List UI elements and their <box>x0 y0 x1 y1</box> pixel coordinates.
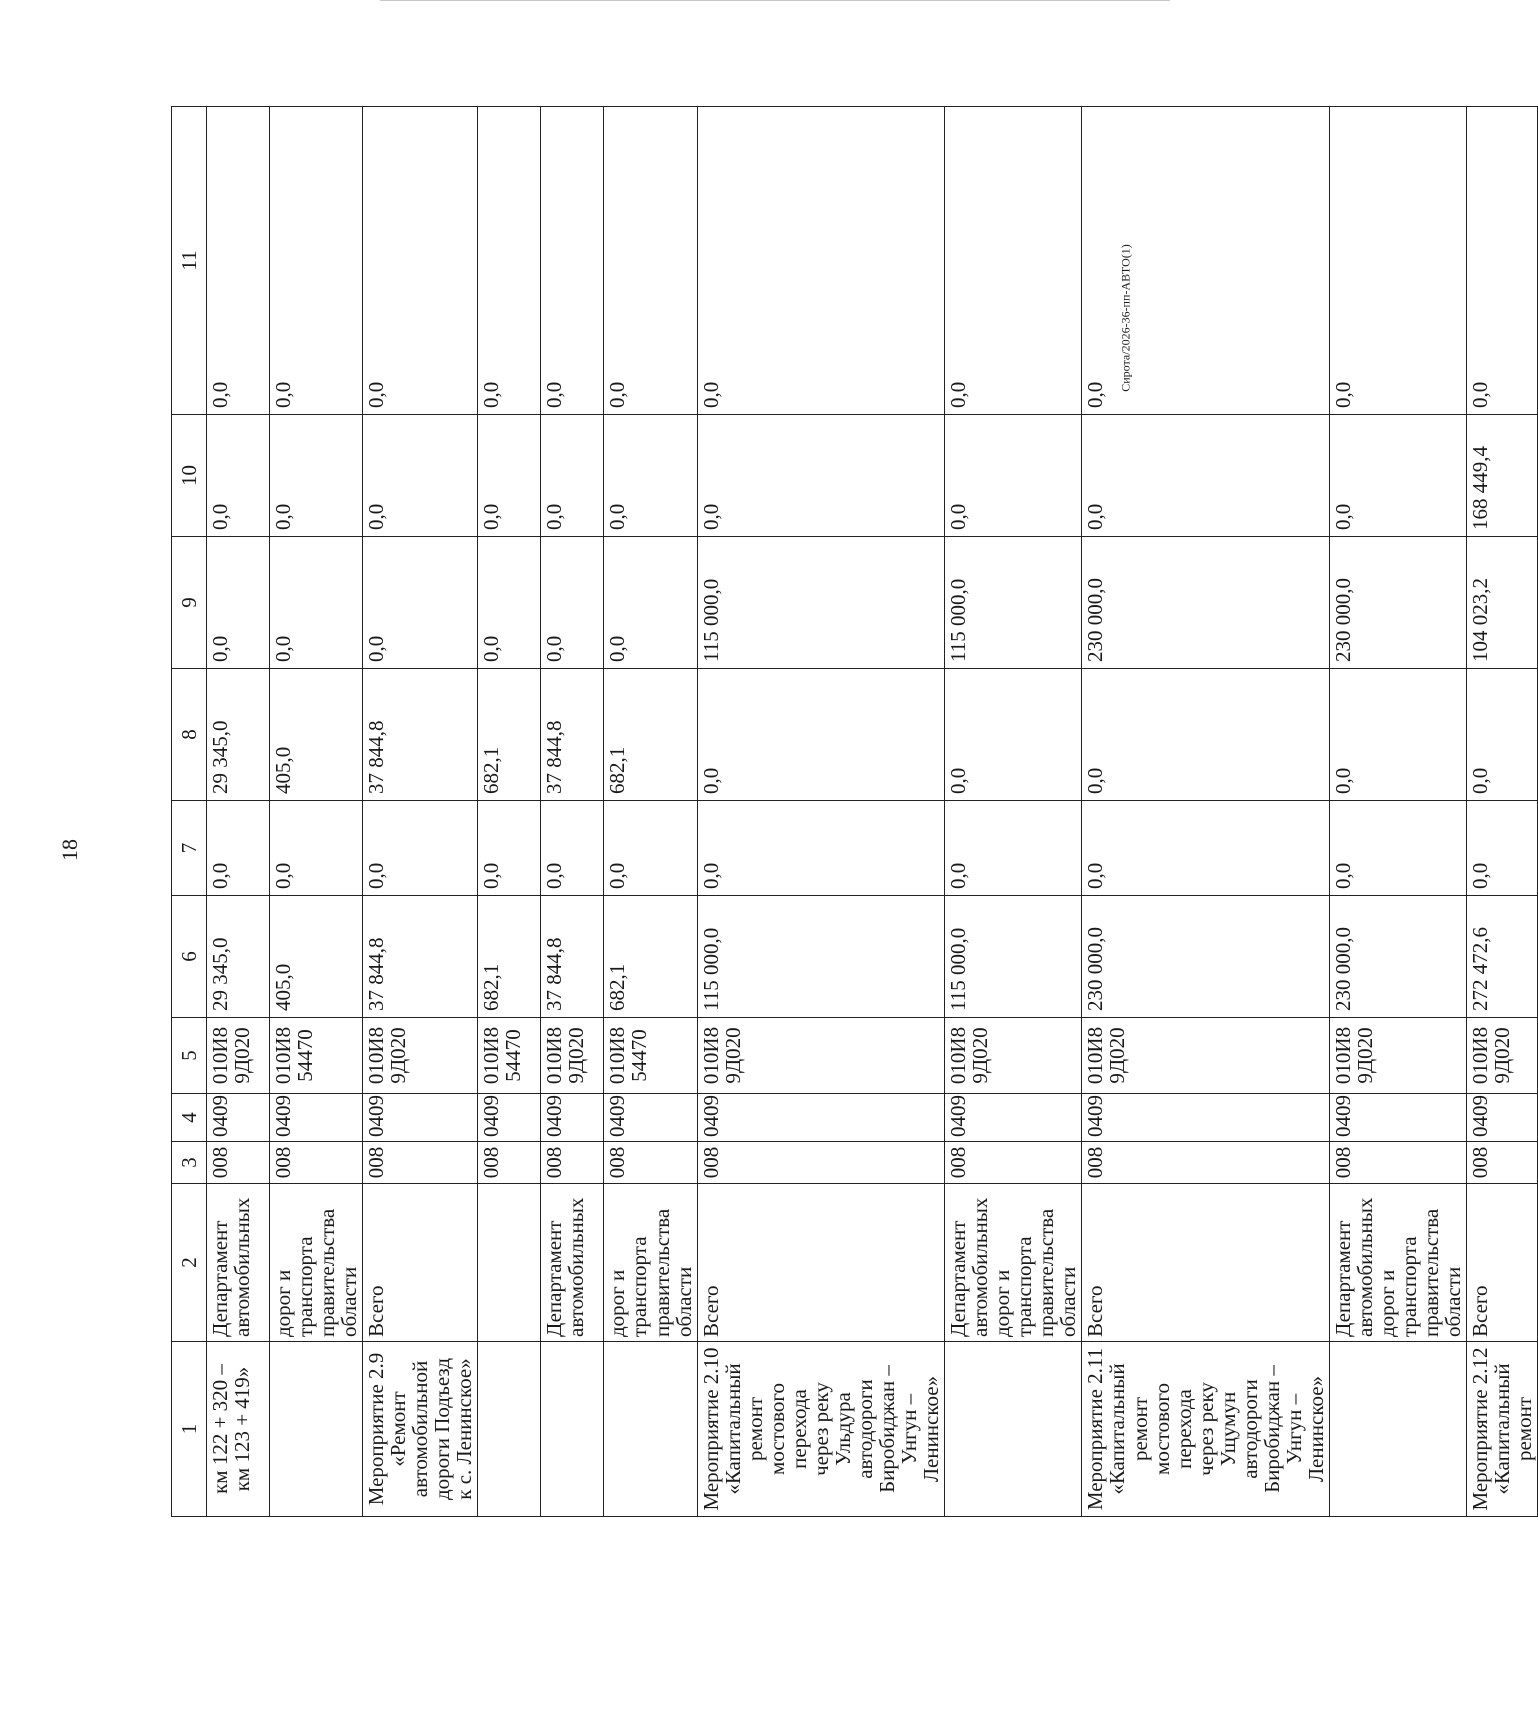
section-code-cell: 0409 <box>270 1094 363 1142</box>
measure-name-cell: Мероприятие 2.10 «Капитальный ремонт мостового перехода через реку Ульдура автодороги Биробиджан – Унгун – Ленинское» <box>697 1342 945 1517</box>
section-code-cell: 0409 <box>207 1094 270 1142</box>
value-cell: 0,0 <box>207 107 270 415</box>
value-cell: 230 000,0 <box>1082 537 1330 669</box>
value-cell: 0,0 <box>363 537 478 669</box>
value-cell: 0,0 <box>478 801 541 896</box>
grbs-code-cell: 008 <box>604 1142 697 1184</box>
section-code-cell: 0409 <box>604 1094 697 1142</box>
value-cell: 0,0 <box>1329 415 1466 537</box>
header-cell: 7 <box>172 801 207 896</box>
measure-name-cell <box>270 1342 363 1517</box>
value-cell: 0,0 <box>604 537 697 669</box>
value-cell: 0,0 <box>270 107 363 415</box>
header-cell: 6 <box>172 896 207 1018</box>
responsible-cell: Департамент автомобильных дорог и транспорта правительства области <box>945 1184 1082 1342</box>
scan-edge-line <box>380 0 1170 1</box>
section-code-cell: 0409 <box>478 1094 541 1142</box>
value-cell: 0,0 <box>1082 107 1330 415</box>
table-row <box>270 107 363 1517</box>
value-cell: 0,0 <box>604 801 697 896</box>
value-cell: 0,0 <box>697 801 945 896</box>
value-cell: 682,1 <box>478 896 541 1018</box>
measure-name-cell: Мероприятие 2.12 «Капитальный ремонт <box>1467 1342 1538 1517</box>
value-cell: 0,0 <box>207 537 270 669</box>
value-cell: 0,0 <box>1329 801 1466 896</box>
value-cell: 0,0 <box>207 415 270 537</box>
value-cell: 0,0 <box>945 801 1082 896</box>
responsible-cell: дорог и транспорта правительства области <box>270 1184 363 1342</box>
target-article-cell: 010И8 54470 <box>604 1018 697 1094</box>
grbs-code-cell: 008 <box>1467 1142 1538 1184</box>
budget-table <box>171 106 1538 1517</box>
measure-name-cell: Мероприятие 2.9 «Ремонт автомобильной дороги Подъезд к с. Ленинское» <box>363 1342 478 1517</box>
value-cell: 682,1 <box>478 669 541 801</box>
value-cell: 0,0 <box>541 107 604 415</box>
value-cell: 0,0 <box>1329 107 1466 415</box>
value-cell: 0,0 <box>1082 415 1330 537</box>
value-cell: 0,0 <box>541 801 604 896</box>
grbs-code-cell: 008 <box>541 1142 604 1184</box>
grbs-code-cell: 008 <box>945 1142 1082 1184</box>
value-cell: 115 000,0 <box>697 896 945 1018</box>
value-cell: 37 844,8 <box>541 669 604 801</box>
header-cell: 2 <box>172 1184 207 1342</box>
header-cell: 1 <box>172 1342 207 1517</box>
value-cell: 682,1 <box>604 669 697 801</box>
responsible-cell: Всего <box>697 1184 945 1342</box>
header-cell: 9 <box>172 537 207 669</box>
target-article-cell: 010И8 9Д020 <box>1329 1018 1466 1094</box>
target-article-cell: 010И8 9Д020 <box>1467 1018 1538 1094</box>
measure-name-cell <box>478 1342 541 1517</box>
value-cell: 0,0 <box>945 669 1082 801</box>
value-cell: 115 000,0 <box>945 537 1082 669</box>
measure-name-cell: Мероприятие 2.11 «Капитальный ремонт мостового перехода через реку Ущумун автодороги Биробиджан – Унгун – Ленинское» <box>1082 1342 1330 1517</box>
value-cell: 0,0 <box>1082 801 1330 896</box>
value-cell: 37 844,8 <box>363 896 478 1018</box>
responsible-cell: Департамент автомобильных дорог и транспорта правительства области <box>1329 1184 1466 1342</box>
target-article-cell: 010И8 9Д020 <box>1082 1018 1330 1094</box>
value-cell: 0,0 <box>697 669 945 801</box>
header-cell: 8 <box>172 669 207 801</box>
value-cell: 0,0 <box>1467 801 1538 896</box>
header-cell: 4 <box>172 1094 207 1142</box>
table-row <box>478 107 541 1517</box>
value-cell: 272 472,6 <box>1467 896 1538 1018</box>
measure-name-cell: км 122 + 320 – км 123 + 419» <box>207 1342 270 1517</box>
table-row <box>207 107 270 1517</box>
value-cell: 0,0 <box>363 801 478 896</box>
measure-name-cell <box>541 1342 604 1517</box>
section-code-cell: 0409 <box>945 1094 1082 1142</box>
value-cell: 0,0 <box>478 107 541 415</box>
table-row <box>604 107 697 1517</box>
table-row <box>1082 107 1330 1517</box>
value-cell: 29 345,0 <box>207 896 270 1018</box>
value-cell: 0,0 <box>478 415 541 537</box>
grbs-code-cell: 008 <box>207 1142 270 1184</box>
value-cell: 0,0 <box>697 415 945 537</box>
grbs-code-cell: 008 <box>363 1142 478 1184</box>
measure-name-cell <box>945 1342 1082 1517</box>
value-cell: 682,1 <box>604 896 697 1018</box>
table-row <box>1467 107 1538 1517</box>
table-row <box>541 107 604 1517</box>
value-cell: 0,0 <box>604 415 697 537</box>
value-cell: 0,0 <box>363 107 478 415</box>
target-article-cell: 010И8 9Д020 <box>541 1018 604 1094</box>
target-article-cell: 010И8 9Д020 <box>363 1018 478 1094</box>
responsible-cell: Департамент автомобильных <box>207 1184 270 1342</box>
document-footer-code: Сирота/2026-36-пп-АВТО(1) <box>1118 244 1133 392</box>
section-code-cell: 0409 <box>1329 1094 1466 1142</box>
measure-name-cell <box>1329 1342 1466 1517</box>
value-cell: 0,0 <box>270 801 363 896</box>
target-article-cell: 010И8 9Д020 <box>697 1018 945 1094</box>
value-cell: 29 345,0 <box>207 669 270 801</box>
value-cell: 115 000,0 <box>697 537 945 669</box>
header-cell: 3 <box>172 1142 207 1184</box>
grbs-code-cell: 008 <box>270 1142 363 1184</box>
value-cell: 0,0 <box>1467 107 1538 415</box>
table-header-row <box>172 107 207 1517</box>
header-cell: 10 <box>172 415 207 537</box>
value-cell: 0,0 <box>478 537 541 669</box>
grbs-code-cell: 008 <box>697 1142 945 1184</box>
value-cell: 0,0 <box>697 107 945 415</box>
header-cell: 5 <box>172 1018 207 1094</box>
value-cell: 0,0 <box>207 801 270 896</box>
section-code-cell: 0409 <box>363 1094 478 1142</box>
value-cell: 0,0 <box>270 537 363 669</box>
table-row <box>363 107 478 1517</box>
grbs-code-cell: 008 <box>1329 1142 1466 1184</box>
value-cell: 0,0 <box>604 107 697 415</box>
value-cell: 0,0 <box>541 537 604 669</box>
value-cell: 115 000,0 <box>945 896 1082 1018</box>
value-cell: 230 000,0 <box>1329 896 1466 1018</box>
value-cell: 104 023,2 <box>1467 537 1538 669</box>
value-cell: 405,0 <box>270 896 363 1018</box>
value-cell: 37 844,8 <box>363 669 478 801</box>
value-cell: 0,0 <box>1467 669 1538 801</box>
value-cell: 0,0 <box>363 415 478 537</box>
measure-name-cell <box>604 1342 697 1517</box>
responsible-cell: дорог и транспорта правительства области <box>604 1184 697 1342</box>
grbs-code-cell: 008 <box>1082 1142 1330 1184</box>
header-cell: 11 <box>172 107 207 415</box>
responsible-cell: Всего <box>363 1184 478 1342</box>
value-cell: 0,0 <box>1329 669 1466 801</box>
value-cell: 0,0 <box>945 415 1082 537</box>
responsible-cell: Всего <box>1082 1184 1330 1342</box>
value-cell: 37 844,8 <box>541 896 604 1018</box>
target-article-cell: 010И8 9Д020 <box>945 1018 1082 1094</box>
table-row <box>1329 107 1466 1517</box>
value-cell: 0,0 <box>945 107 1082 415</box>
value-cell: 230 000,0 <box>1082 896 1330 1018</box>
target-article-cell: 010И8 9Д020 <box>207 1018 270 1094</box>
value-cell: 0,0 <box>270 415 363 537</box>
section-code-cell: 0409 <box>1467 1094 1538 1142</box>
grbs-code-cell: 008 <box>478 1142 541 1184</box>
value-cell: 405,0 <box>270 669 363 801</box>
value-cell: 230 000,0 <box>1329 537 1466 669</box>
responsible-cell: Департамент автомобильных <box>541 1184 604 1342</box>
target-article-cell: 010И8 54470 <box>478 1018 541 1094</box>
table-row <box>697 107 945 1517</box>
responsible-cell: Всего <box>1467 1184 1538 1342</box>
target-article-cell: 010И8 54470 <box>270 1018 363 1094</box>
responsible-cell <box>478 1184 541 1342</box>
value-cell: 0,0 <box>1082 669 1330 801</box>
value-cell: 168 449,4 <box>1467 415 1538 537</box>
section-code-cell: 0409 <box>1082 1094 1330 1142</box>
table-row <box>945 107 1082 1517</box>
page-number: 18 <box>57 839 82 861</box>
section-code-cell: 0409 <box>697 1094 945 1142</box>
value-cell: 0,0 <box>541 415 604 537</box>
section-code-cell: 0409 <box>541 1094 604 1142</box>
